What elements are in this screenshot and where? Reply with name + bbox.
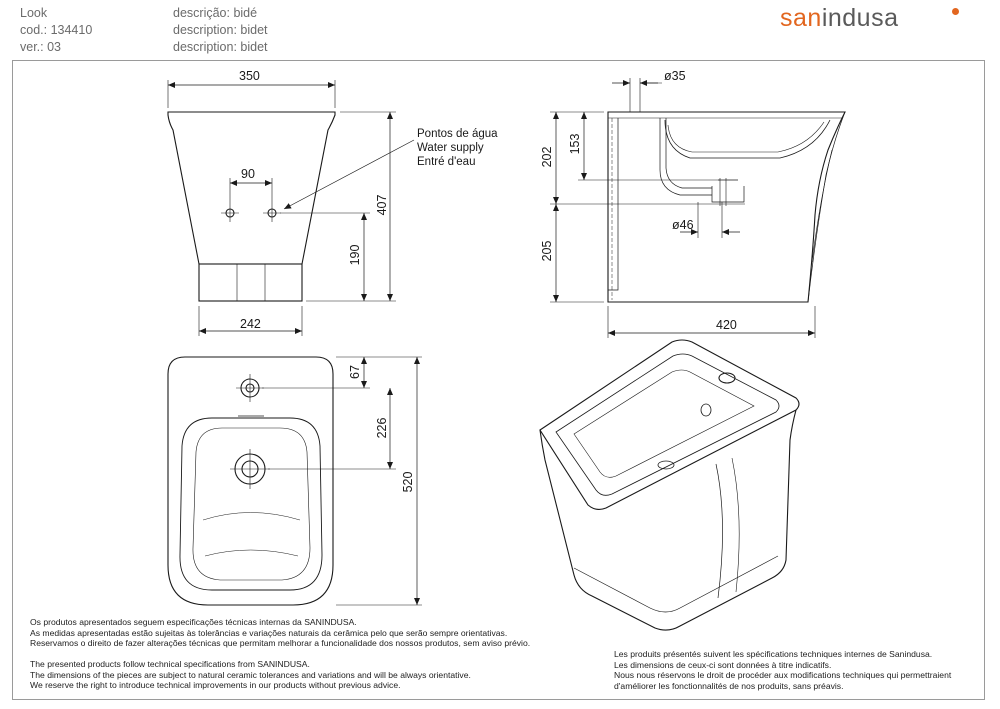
note-pt-3: Reservamos o direito de fazer alterações técnicas que permitam melhorar a funcionalidade dos nossos produtos, sem aviso prévio.: [30, 638, 531, 649]
water-supply-fr: Entré d'eau: [417, 156, 476, 168]
perspective-view: [540, 340, 799, 630]
water-supply-hole-right-icon: [263, 204, 281, 222]
notes-french: [614, 649, 951, 691]
dim-hole-to-center: 226: [375, 417, 389, 439]
note-en-2: The dimensions of the pieces are subject to natural ceramic tolerances and variations and will be always orientative.: [30, 669, 471, 680]
dim-base-width: 242: [240, 317, 261, 331]
water-supply-label: [417, 128, 498, 168]
notes-english: [30, 659, 471, 691]
logo-part-indusa: indusa: [821, 4, 899, 32]
dim-height: 407: [375, 194, 389, 216]
note-en-3: We reserve the right to introduce technical improvements in our products without previous advice.: [30, 680, 401, 691]
side-view: [550, 78, 845, 338]
note-fr-4: d'améliorer les fonctionnalités de nos produits, sans préavis.: [614, 680, 844, 691]
water-supply-hole-left-icon: [221, 204, 239, 222]
dim-depth: 520: [401, 471, 415, 493]
tap-hole-icon: [236, 374, 264, 402]
dim-top-offset: 67: [348, 365, 362, 379]
product-name: Look: [20, 6, 48, 20]
notes-portuguese: [30, 617, 530, 649]
description-en: description: bidet: [173, 23, 268, 37]
dim-pipe-diameter: ø35: [664, 69, 686, 83]
logo-part-san: san: [780, 4, 822, 32]
note-pt-1: Os produtos apresentados seguem especificações técnicas internas da SANINDUSA.: [30, 617, 357, 627]
product-code: cod.: 134410: [20, 23, 93, 37]
water-supply-pt: Pontos de água: [417, 128, 498, 140]
top-view: [168, 357, 422, 605]
dim-front-width: 350: [239, 69, 260, 83]
dim-side-205: 205: [540, 240, 554, 262]
description-en-2: description: bidet: [173, 40, 268, 54]
dim-hole-spacing: 90: [241, 167, 255, 181]
dim-hole-height: 190: [348, 244, 362, 266]
note-en-1: The presented products follow technical specifications from SANINDUSA.: [30, 659, 310, 669]
description-pt: descrição: bidé: [173, 6, 258, 20]
dim-side-202: 202: [540, 146, 554, 168]
dim-side-153: 153: [568, 133, 582, 155]
drain-perspective-icon: [658, 461, 674, 469]
dim-drain-diameter: ø46: [672, 218, 694, 232]
note-pt-2: As medidas apresentadas estão sujeitas às tolerâncias e variações naturais da cerâmica pelo que serão sempre orientativas.: [30, 627, 508, 638]
note-fr-3: Nous nous réservons le droit de procéder aux modifications techniques qui permettraient: [614, 670, 952, 681]
dim-side-depth: 420: [716, 318, 737, 332]
product-version: ver.: 03: [20, 40, 61, 54]
drain-hole-icon: [230, 449, 270, 489]
note-fr-2: Les dimensions de ceux-ci sont données à titre indicatifs.: [614, 659, 832, 670]
water-supply-en: Water supply: [417, 142, 484, 154]
overflow-hole-icon: [701, 404, 711, 416]
note-fr-1: Les produits présentés suivent les spécifications techniques internes de Sanindusa.: [614, 649, 933, 659]
